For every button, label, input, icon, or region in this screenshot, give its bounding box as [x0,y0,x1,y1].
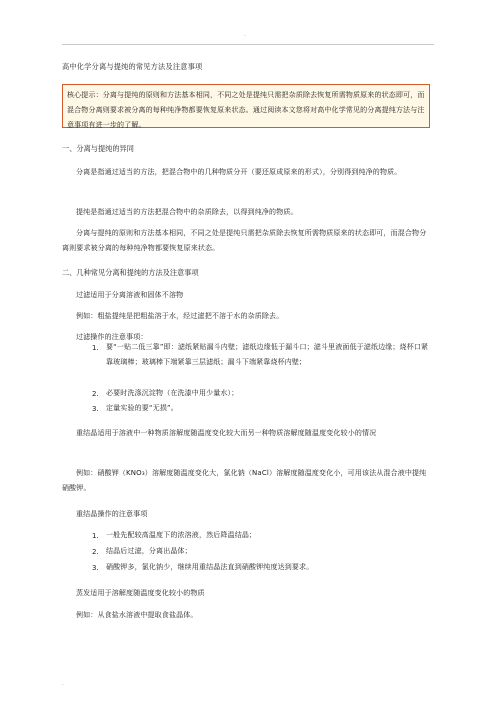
recrystallization-notes-title: 重结晶操作的注意事项 [76,510,148,518]
header-dot: . [244,31,246,38]
list-item: 要“一贴二低三靠”即：滤纸紧贴漏斗内壁；滤纸边缘低于漏斗口；滤斗里液面低于滤纸边缘；烧杯口紧靠玻璃棒；玻璃棒下端紧靠三层滤纸；漏斗下端紧靠烧杯内壁； [106,343,429,366]
recrystallization-use-text: 重结晶适用于溶液中一种物质溶解度随温度变化较大而另一种物质溶解度随温度变化较小的情况 [76,429,377,437]
evaporation-use-text: 蒸发适用于溶解度随温度变化较小的物质 [76,589,205,597]
filter-use-text: 过滤适用于分离溶液和固体不溶物 [76,291,184,299]
list-number: 2. [92,390,99,398]
list-number: 3. [92,564,99,572]
section-1-paragraph-3: 分离与提纯的原则和方法基本相同，不同之处是提纯只需把杂质除去恢复所需物质原来的状态即可，而混合物分离则要求被分离的每种纯净物都要恢复原来状态。 [62,229,427,252]
list-number: 1. [92,532,99,540]
list-number: 1. [92,344,99,352]
list-number: 2. [92,548,99,556]
section-1-paragraph-1: 分离是指通过适当的方法，把混合物中的几种物质分开（要还原成原来的形式），分别得到纯净的物质。 [76,168,402,176]
list-item: 必要时洗涤沉淀物（在洗漆中用少量水）； [106,389,239,397]
filter-example-text: 例如：粗盐提纯是把粗盐溶于水，经过滤把不溶于水的杂质除去。 [76,312,284,320]
section-1-heading: 一、分离与提纯的异同 [62,144,134,153]
core-tip-box: 核心提示：分离与提纯的原则和方法基本相同，不同之处是提纯只需把杂质除去恢复所需物质原来的状态即可，而混合物分离则要求被分离的每种纯净物都要恢复原来状态。通过阅读本文您将对高中化学常见的分离提纯方法与注意事项有进一步的了解。 [62,84,430,128]
header-divider [62,44,434,45]
list-item: 一般先配较高温度下的浓溶液，然后降温结晶； [106,531,257,539]
evaporation-example-text: 例如：从食盐水溶液中提取食盐晶体。 [76,611,198,619]
list-number: 3. [92,405,99,413]
list-item: 结晶后过滤，分离出晶体； [106,547,192,555]
footer-dot: . [62,680,64,687]
page-title: 高中化学分离与提纯的常见方法及注意事项 [62,62,203,71]
list-item: 定量实验的要“无损”。 [106,404,178,412]
filter-notes-title: 过滤操作的注意事项： [76,333,148,341]
section-1-paragraph-2: 提纯是指通过适当的方法把混合物中的杂质除去，以得到纯净的物质。 [76,208,298,216]
section-2-heading: 二、几种常见分离和提纯的方法及注意事项 [62,268,199,277]
list-item: 硝酸钾多，氯化钠少，继续用重结晶法直到硝酸钾纯度达到要求。 [106,563,314,571]
recrystallization-example-text: 例如：硝酸钾（KNO₃）溶解度随温度变化大，氯化钠（NaCl）溶解度随温度变化小，可用该法从混合液中提纯硝酸钾。 [62,469,427,492]
